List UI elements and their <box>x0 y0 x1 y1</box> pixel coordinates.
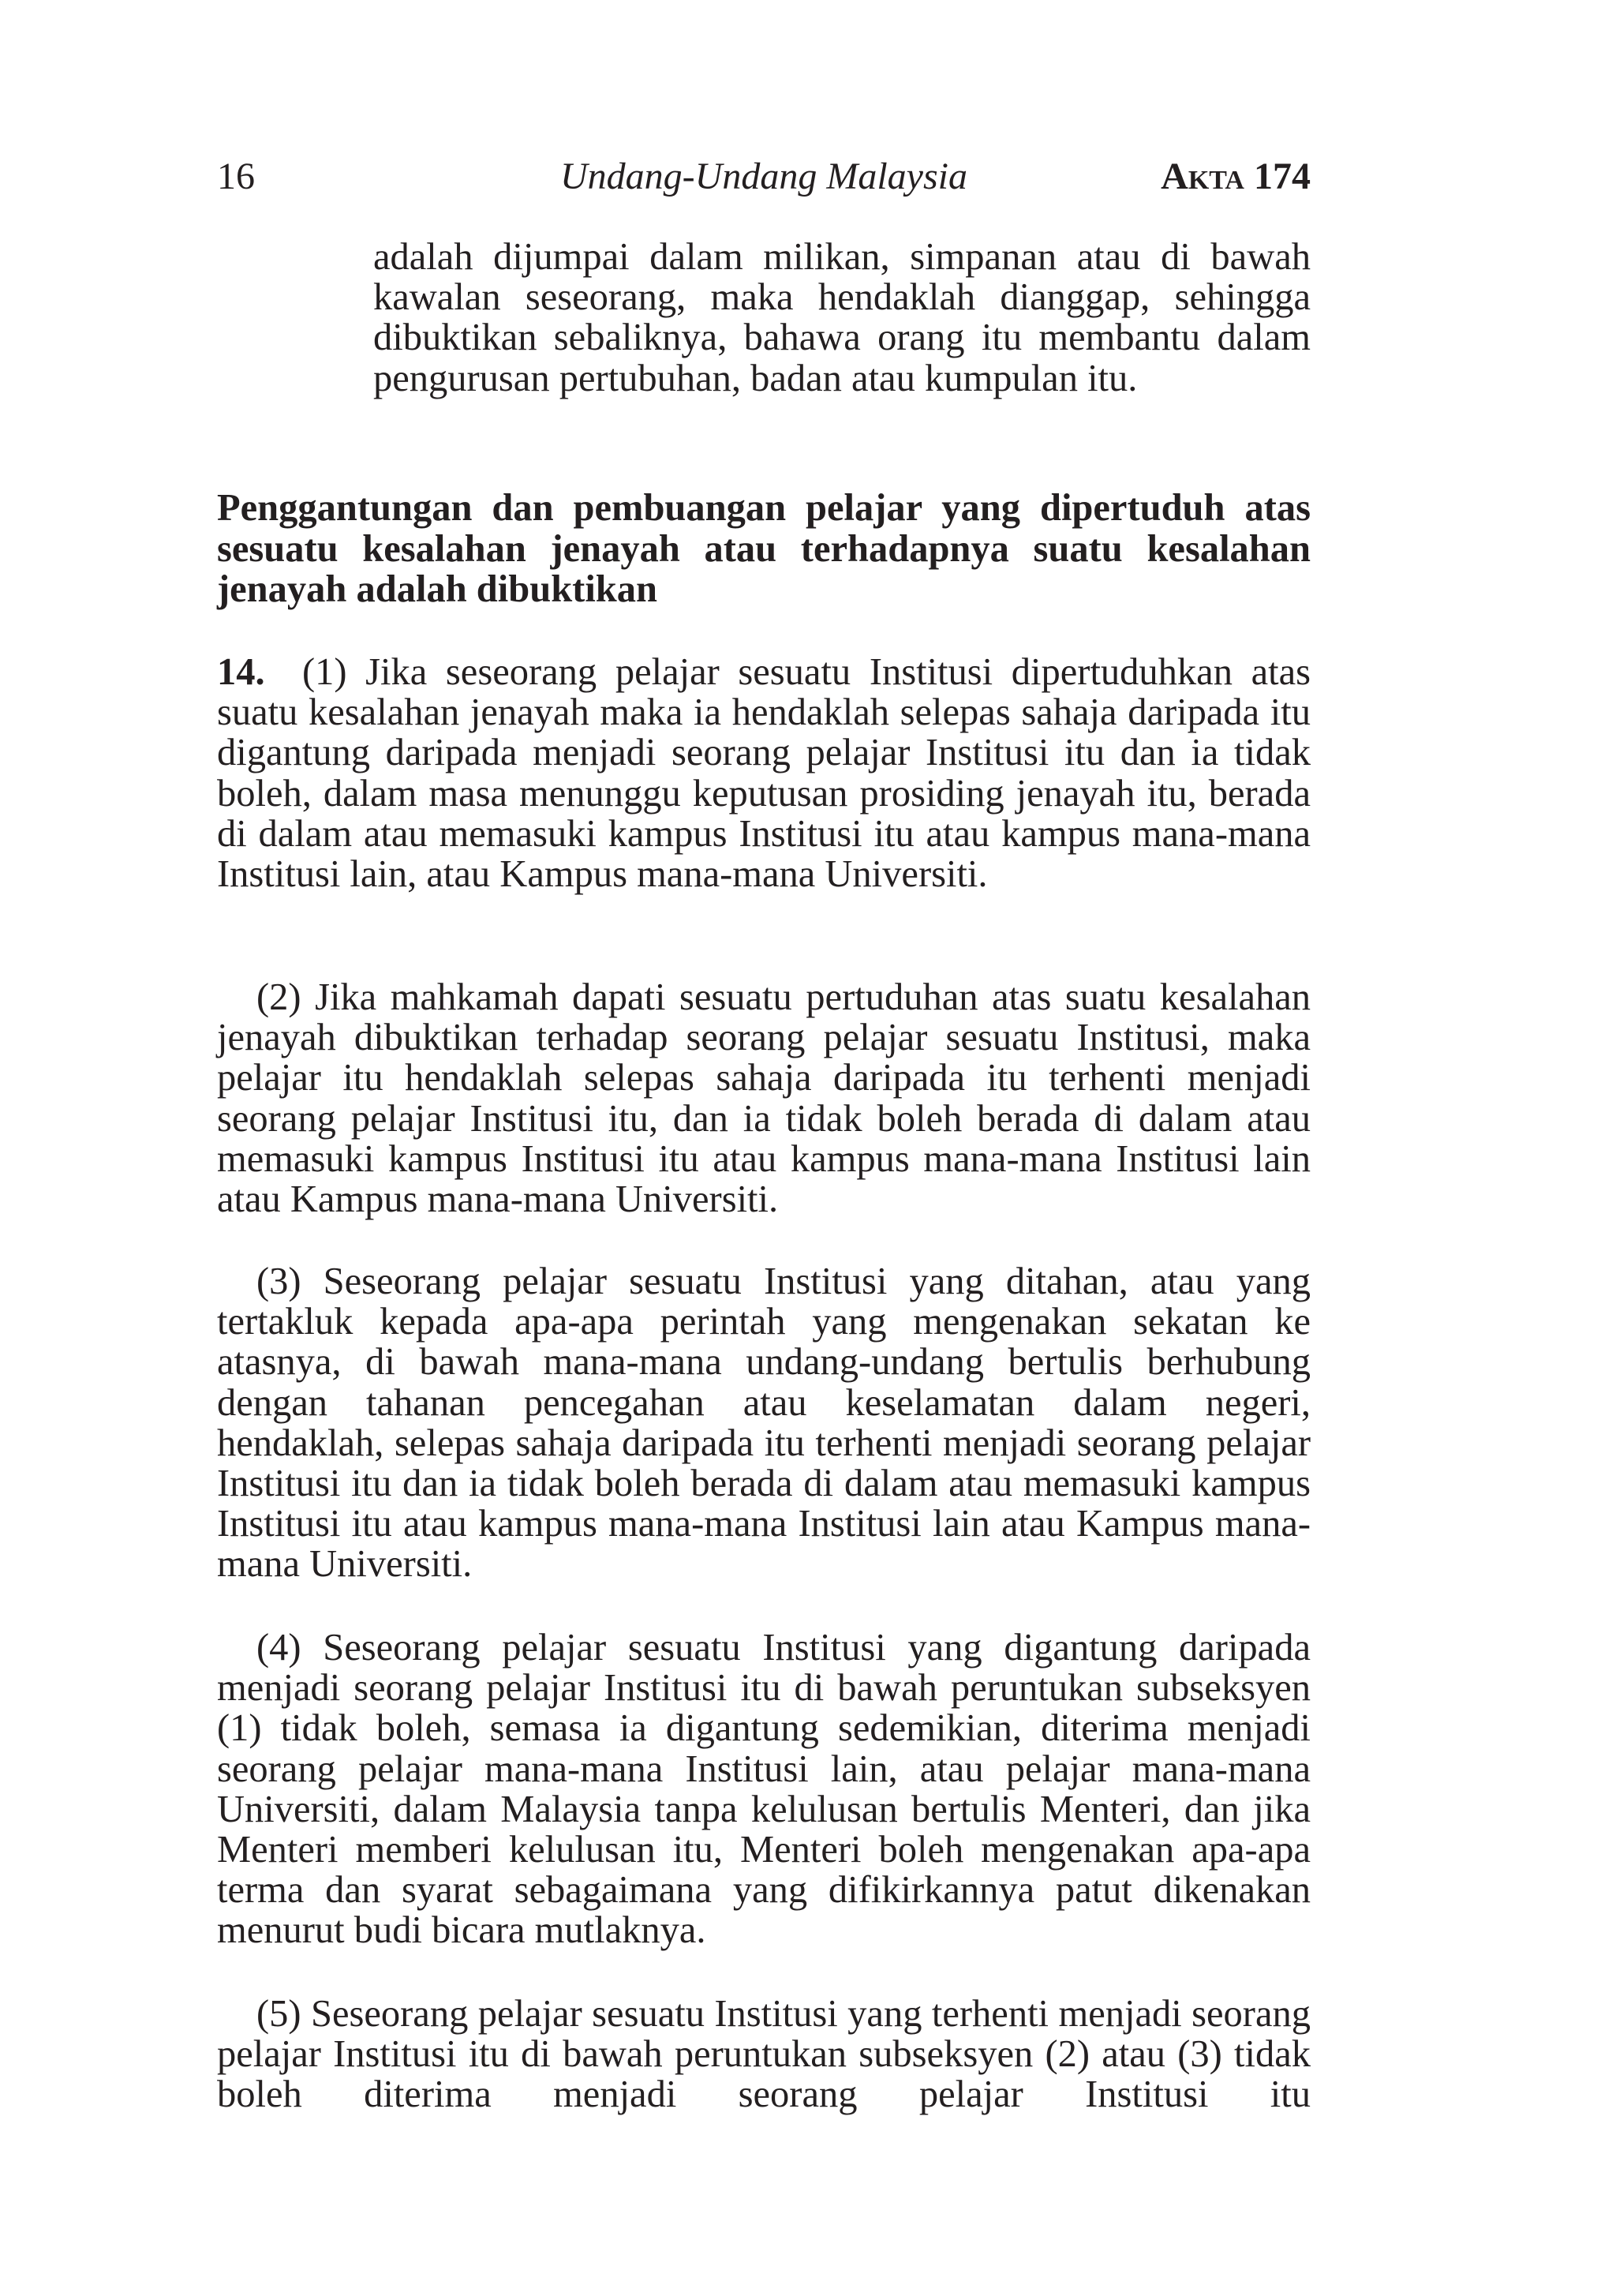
running-title: Undang-Undang Malaysia <box>560 155 967 197</box>
subsection-4-text: (4) Seseorang pelajar sesuatu Institusi yang digantung daripada menjadi seorang pelajar Institusi itu di bawah peruntukan subseksyen (1) tidak boleh, semasa ia digantung sedemikian, diterima menjadi seorang pelajar mana-mana Institusi lain, atau pelajar mana-mana Universiti, dalam Malaysia tanpa kelulusan bertulis Menteri, dan jika Menteri memberi kelulusan itu, Menteri boleh mengenakan apa-apa terma dan syarat sebagaimana yang difikirkannya patut dikenakan menurut budi bicara mutlaknya. <box>217 1627 1311 1952</box>
subsection-5 <box>217 1994 1311 2115</box>
act-label: Akta 174 <box>1161 155 1311 197</box>
page-number: 16 <box>217 155 255 197</box>
subsection-2-text: (2) Jika mahkamah dapati sesuatu pertuduhan atas suatu kesalahan jenayah dibuktikan terhadap seorang pelajar sesuatu Institusi, maka pelajar itu hendaklah selepas sahaja daripada itu terhenti menjadi seorang pelajar Institusi itu, dan ia tidak boleh berada di dalam atau memasuki kampus Institusi itu atau kampus mana-mana Institusi lain atau Kampus mana-mana Universiti. <box>217 976 1311 1221</box>
subsection-1 <box>217 652 1311 894</box>
section-number: 14. <box>217 651 265 693</box>
subsection-3-text: (3) Seseorang pelajar sesuatu Institusi yang ditahan, atau yang tertakluk kepada apa-apa perintah yang mengenakan sekatan ke atasnya, di bawah mana-mana undang-undang bertulis berhubung dengan tahanan pencegahan atau keselamatan dalam negeri, hendaklah, selepas sahaja daripada itu terhenti menjadi seorang pelajar Institusi itu dan ia tidak boleh berada di dalam atau memasuki kampus Institusi itu atau kampus mana-mana Institusi lain atau Kampus mana-mana Universiti. <box>217 1260 1311 1586</box>
intro-paragraph: adalah dijumpai dalam milikan, simpanan atau di bawah kawalan seseorang, maka hendaklah dianggap, sehingga dibuktikan sebaliknya, bahawa orang itu membantu dalam pengurusan pertubuhan, badan atau kumpulan itu. <box>373 236 1311 399</box>
section-heading: Penggantungan dan pembuangan pelajar yang dipertuduh atas sesuatu kesalahan jenayah atau terhadapnya suatu kesalahan jenayah adalah dibuktikan <box>217 487 1311 610</box>
subsection-5-text: (5) Seseorang pelajar sesuatu Institusi yang terhenti menjadi seorang pelajar Institusi itu di bawah peruntukan subseksyen (2) atau (3) tidak boleh diterima menjadi seorang pelajar Institusi itu <box>217 1993 1311 2116</box>
subsection-4 <box>217 1627 1311 1951</box>
subsection-3 <box>217 1261 1311 1585</box>
subsection-2 <box>217 977 1311 1219</box>
subsection-1-text: (1) Jika seseorang pelajar sesuatu Institusi dipertuduhkan atas suatu kesalahan jenayah maka ia hendaklah selepas sahaja daripada itu digantung daripada menjadi seorang pelajar Institusi itu dan ia tidak boleh, dalam masa menunggu keputusan prosiding jenayah itu, berada di dalam atau memasuki kampus Institusi itu atau kampus mana-mana Institusi lain, atau Kampus mana-mana Universiti. <box>217 651 1311 896</box>
page-header <box>217 155 1311 210</box>
